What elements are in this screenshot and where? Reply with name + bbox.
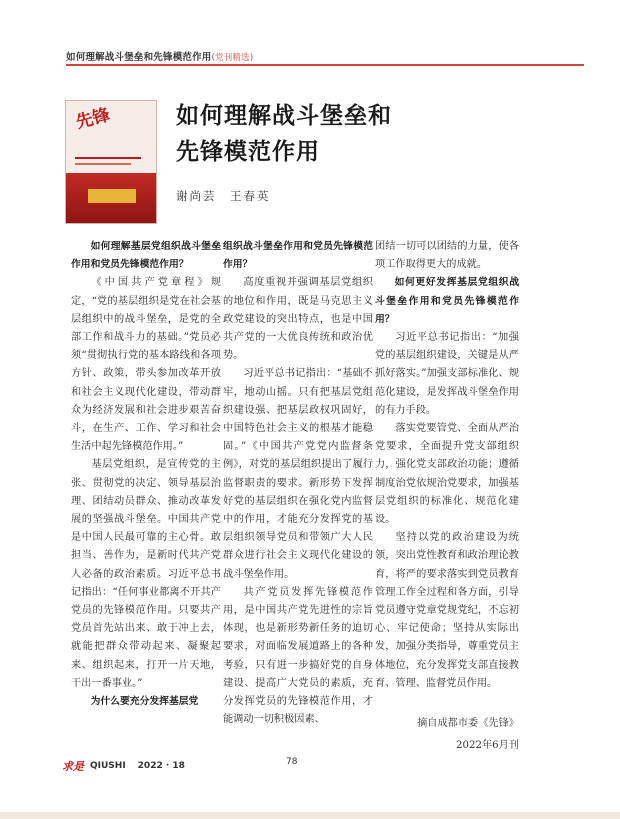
source-note: 摘自成都市委《先锋》 xyxy=(417,718,519,730)
title-line-1: 如何理解战斗堡垒和 xyxy=(176,103,392,129)
page-footer xyxy=(62,758,185,774)
paragraph: 团结一切可以团结的力量，使各项工作取得更大的成就。 xyxy=(375,241,519,271)
footer-magazine-name: QIUSHI xyxy=(90,761,126,771)
page-number: 78 xyxy=(286,757,298,767)
paragraph: 共产党员发挥先锋模范作用，是中国共产党先进性的宗旨体现，也是新形势新任务的迫切要求，对面临发展道路上的各种考验，只有进一步搞好党的自身建设、提高广大党员的素质，充分发挥党员的先锋模范作用，才能调动一切积极因素、 xyxy=(223,586,373,726)
paragraph: 坚持以党的政治建设为统领，突出党性教育和政治理论教育，将严的要求落实到党员教育管理工作全过程和各方面，引导党员遵守党章党规党纪，不忘初心、牢记使命；坚持从实际出发，加强分类指导，尊重党员主体地位，充分发挥党支部直接教育、管理、监督党员作用。 xyxy=(375,532,519,689)
title-line-2: 先锋模范作用 xyxy=(176,139,320,165)
section-heading: 如何更好发挥基层党组织战斗堡垒作用和党员先锋模范作用？ xyxy=(375,277,519,325)
cover-gold-block xyxy=(88,189,136,203)
paragraph: 落实党要管党、全面从严治党要求，全面提升党支部组织力，强化党支部政治功能；遵循制度治党依规治党要求，加强基层党组织的标准化、规范化建设。 xyxy=(375,423,519,526)
section-heading: 组织战斗堡垒作用和党员先锋模范作用？ xyxy=(223,241,373,271)
paragraph: 习近平总书记指出：“基础不牢，地动山摇。只有把基层党组织建设强、把基层政权巩固好，中国特色社会主义的根基才能稳固。”《中国共产党党内监督条例》，对党的基层组织提出了履行监督职责的要求。新形势下发挥好党的基层组织在强化党内监督中的作用，才能充分发挥党的基层组织领导党员和带领广大人民群众进行社会主义现代化建设的战斗堡垒作用。 xyxy=(223,368,373,580)
paragraph: 高度重视并强调基层党组织的地位和作用，既是马克思主义政党建设的突出特点，也是中国共产党的一大优良传统和政治优势。 xyxy=(223,277,373,362)
header-rule xyxy=(66,64,584,66)
section-heading: 为什么要充分发挥基层党 xyxy=(90,696,199,708)
cover-line xyxy=(75,163,131,165)
article-authors: 谢尚芸 王春英 xyxy=(176,189,271,203)
source-date: 2022年6月刊 xyxy=(456,740,519,752)
text-column-3 xyxy=(375,238,519,755)
running-title: 如何理解战斗堡垒和先锋模范作用 xyxy=(66,52,212,63)
bottom-bar xyxy=(0,812,620,819)
section-label: (党刊精选) xyxy=(211,53,254,63)
text-column-2 xyxy=(223,238,373,729)
footer-issue: 2022 · 18 xyxy=(137,761,185,771)
cover-line xyxy=(75,157,141,159)
paragraph: 基层党组织，是宣传党的主张、贯彻党的决定、领导基层治理、团结动员群众、推动改革发展的坚强战斗堡垒。中国共产党是中国人民最可靠的主心骨。敢担当、善作为，是新时代共产党人必备的政治素质。习近平总书记指出：“任何事业都离不开共产党员的先锋模范作用。只要共产党员首先站出来、敢于冲上去，就能把群众带动起来、凝聚起来、组织起来，打开一片天地，干出一番事业。” xyxy=(71,459,221,689)
article-title xyxy=(176,98,392,170)
section-heading: 如何理解基层党组织战斗堡垒作用和党员先锋模范作用？ xyxy=(71,241,221,271)
running-header xyxy=(66,49,253,63)
text-column-1 xyxy=(71,238,221,711)
paragraph: 习近平总书记指出：“加强党的基层组织建设，关键是从严抓好落实。”加强支部标准化、规范化建设，是发挥战斗堡垒作用的有力手段。 xyxy=(375,332,519,416)
paragraph: 《中国共产党章程》规定，“党的基层组织是党在社会基层组织中的战斗堡垒，是党的全部工作和战斗力的基础。”党员必须“贯彻执行党的基本路线和各项方针、政策，带头参加改革开放和社会主义现代化建设，带动群众为经济发展和社会进步艰苦奋斗，在生产、工作、学习和社会生活中起先锋模范作用。” xyxy=(71,277,221,453)
cover-logo: 先锋 xyxy=(74,105,112,133)
magazine-cover-image xyxy=(65,100,157,224)
footer-brand-logo: 求是 xyxy=(62,760,84,773)
